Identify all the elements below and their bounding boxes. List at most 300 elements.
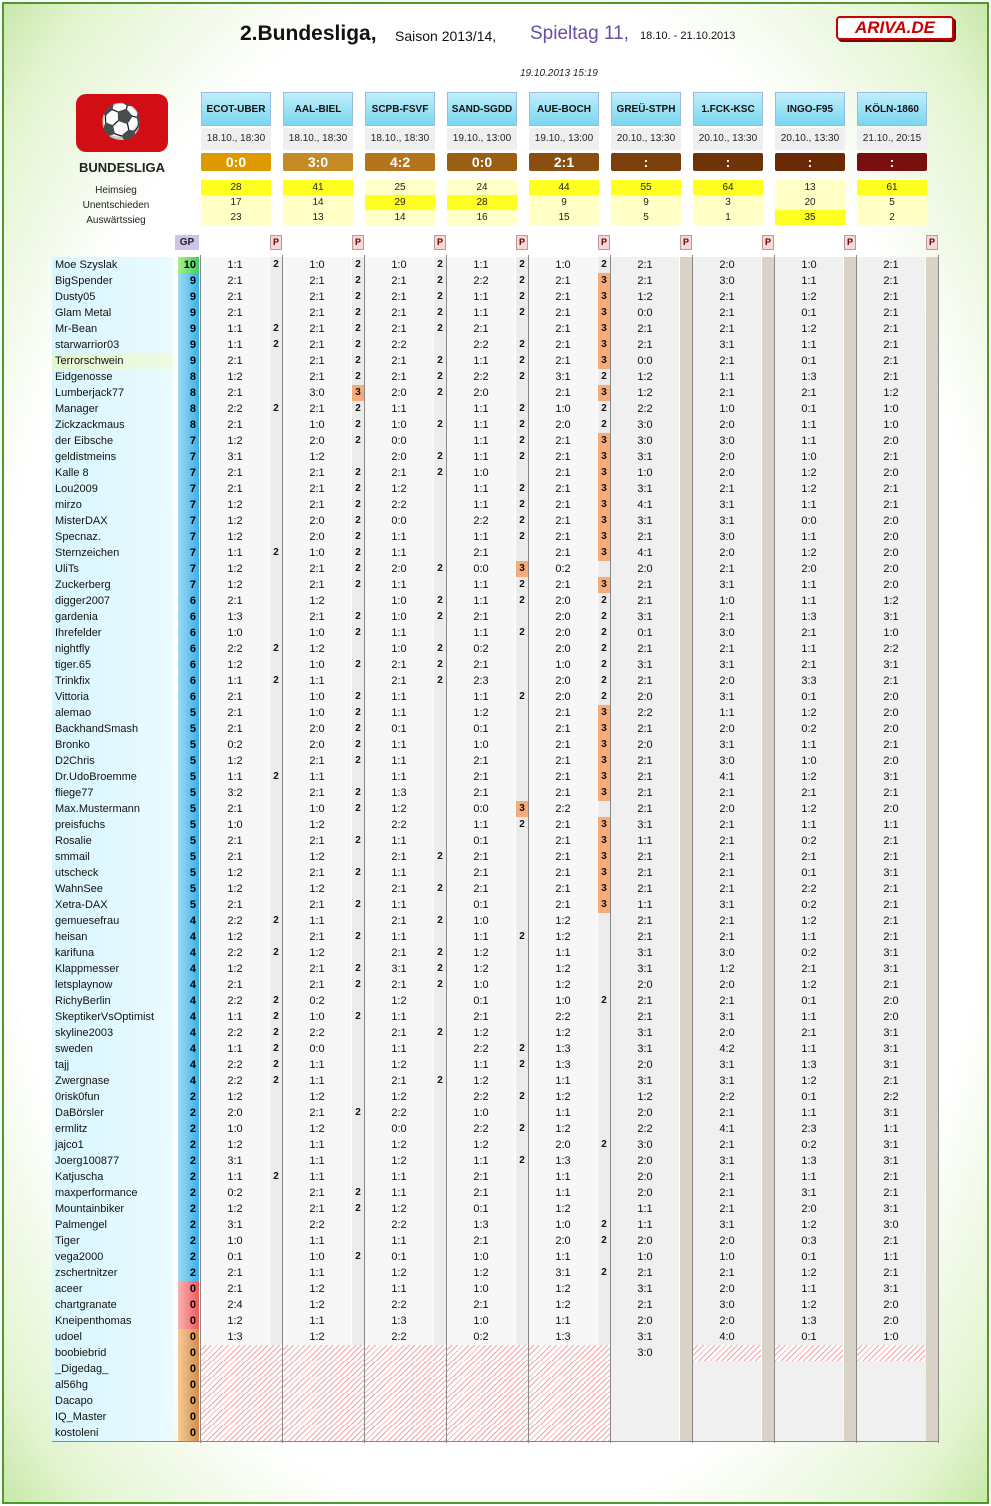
- table-row[interactable]: [52, 577, 940, 593]
- player-name[interactable]: starwarrior03: [52, 337, 173, 353]
- match-name[interactable]: AUE-BOCH: [529, 92, 599, 126]
- tip-cell: 2:1: [775, 785, 843, 801]
- points-cell: [680, 881, 692, 897]
- player-name[interactable]: sweden: [52, 1041, 173, 1057]
- points-cell: [516, 1265, 528, 1281]
- points-cell: [270, 689, 282, 705]
- match-name[interactable]: ECOT-UBER: [201, 92, 271, 126]
- player-name[interactable]: UliTs: [52, 561, 173, 577]
- empty-tip-cell: [529, 1361, 610, 1377]
- tip-cell: 3:0: [693, 273, 761, 289]
- table-row[interactable]: [52, 305, 940, 321]
- player-name[interactable]: smmail: [52, 849, 173, 865]
- empty-tip-cell: [529, 1345, 610, 1361]
- points-cell: 2: [516, 273, 528, 289]
- table-row[interactable]: [52, 1425, 940, 1441]
- points-cell: [762, 577, 774, 593]
- table-row[interactable]: [52, 657, 940, 673]
- player-name[interactable]: Lumberjack77: [52, 385, 173, 401]
- points-cell: [352, 1169, 364, 1185]
- table-row[interactable]: [52, 1057, 940, 1073]
- table-row[interactable]: [52, 881, 940, 897]
- points-cell: [352, 641, 364, 657]
- match-stat-heim: 41: [283, 180, 353, 195]
- player-name[interactable]: Ihrefelder: [52, 625, 173, 641]
- points-cell: [844, 961, 856, 977]
- table-row[interactable]: [52, 321, 940, 337]
- player-name[interactable]: Glam Metal: [52, 305, 173, 321]
- player-name[interactable]: MisterDAX: [52, 513, 173, 529]
- table-row[interactable]: [52, 449, 940, 465]
- ariva-logo[interactable]: [836, 16, 954, 40]
- player-name[interactable]: BigSpender: [52, 273, 173, 289]
- points-cell: [926, 961, 938, 977]
- match-stat-heim: 61: [857, 180, 927, 195]
- table-row[interactable]: [52, 625, 940, 641]
- player-name[interactable]: Eidgenosse: [52, 369, 173, 385]
- player-name[interactable]: IQ_Master: [52, 1409, 173, 1425]
- table-row[interactable]: [52, 993, 940, 1009]
- tip-cell: 2:1: [857, 1233, 925, 1249]
- player-name[interactable]: Dr.UdoBroemme: [52, 769, 173, 785]
- table-row[interactable]: [52, 561, 940, 577]
- tip-cell: 1:3: [775, 609, 843, 625]
- points-cell: [270, 273, 282, 289]
- tip-cell: 1:2: [283, 849, 351, 865]
- table-row[interactable]: [52, 801, 940, 817]
- tip-cell: 2:1: [529, 289, 597, 305]
- match-name[interactable]: SAND-SGDD: [447, 92, 517, 126]
- points-cell: [270, 593, 282, 609]
- points-cell: [516, 1073, 528, 1089]
- points-cell: [434, 737, 446, 753]
- table-row[interactable]: [52, 337, 940, 353]
- tip-cell: 0:1: [775, 1329, 843, 1345]
- table-row[interactable]: [52, 593, 940, 609]
- tip-cell: 2:0: [365, 385, 433, 401]
- player-name[interactable]: karifuna: [52, 945, 173, 961]
- table-row[interactable]: [52, 817, 940, 833]
- points-cell: [926, 273, 938, 289]
- match-result: 4:2: [365, 153, 435, 171]
- points-cell: [516, 785, 528, 801]
- table-row[interactable]: [52, 1233, 940, 1249]
- points-cell: [680, 529, 692, 545]
- player-name[interactable]: letsplaynow: [52, 977, 173, 993]
- tip-cell: 1:0: [365, 609, 433, 625]
- points-cell: 2: [516, 449, 528, 465]
- table-row[interactable]: [52, 689, 940, 705]
- tip-cell: 3:1: [857, 865, 925, 881]
- player-name[interactable]: Dacapo: [52, 1393, 173, 1409]
- points-cell: [516, 1217, 528, 1233]
- table-row[interactable]: [52, 1249, 940, 1265]
- points-cell: [434, 401, 446, 417]
- player-name[interactable]: tiger.65: [52, 657, 173, 673]
- tip-cell: 2:1: [283, 1105, 351, 1121]
- player-name[interactable]: Trinkfix: [52, 673, 173, 689]
- tip-cell: 2:1: [529, 433, 597, 449]
- match-name[interactable]: INGO-F95: [775, 92, 845, 126]
- player-name[interactable]: Kalle 8: [52, 465, 173, 481]
- player-name[interactable]: Zwergnase: [52, 1073, 173, 1089]
- table-row[interactable]: [52, 1393, 940, 1409]
- tip-cell: 2:1: [447, 609, 515, 625]
- tip-cell: 2:1: [857, 929, 925, 945]
- player-name[interactable]: skyline2003: [52, 1025, 173, 1041]
- player-name[interactable]: nightfly: [52, 641, 173, 657]
- table-row[interactable]: [52, 673, 940, 689]
- table-row[interactable]: [52, 1025, 940, 1041]
- tip-cell: 1:2: [529, 1121, 597, 1137]
- tip-cell: 3:1: [693, 897, 761, 913]
- player-name[interactable]: zschertnitzer: [52, 1265, 173, 1281]
- tip-cell: 2:1: [529, 481, 597, 497]
- points-cell: [434, 1121, 446, 1137]
- player-name[interactable]: 0risk0fun: [52, 1089, 173, 1105]
- table-row[interactable]: [52, 1313, 940, 1329]
- player-name[interactable]: RichyBerlin: [52, 993, 173, 1009]
- tip-cell: 2:1: [529, 513, 597, 529]
- tip-cell: 1:0: [693, 401, 761, 417]
- table-row[interactable]: [52, 849, 940, 865]
- tip-cell: 2:1: [611, 673, 679, 689]
- match-name[interactable]: SCPB-FSVF: [365, 92, 435, 126]
- points-cell: [434, 1041, 446, 1057]
- table-row[interactable]: [52, 1329, 940, 1345]
- table-row[interactable]: [52, 1073, 940, 1089]
- player-name[interactable]: Bronko: [52, 737, 173, 753]
- tip-cell: 2:1: [201, 721, 269, 737]
- table-row[interactable]: [52, 1281, 940, 1297]
- table-row[interactable]: [52, 897, 940, 913]
- points-cell: [434, 529, 446, 545]
- table-row[interactable]: [52, 529, 940, 545]
- table-row[interactable]: [52, 1409, 940, 1425]
- points-cell: [926, 769, 938, 785]
- player-name[interactable]: vega2000: [52, 1249, 173, 1265]
- player-name[interactable]: preisfuchs: [52, 817, 173, 833]
- points-cell: [926, 1121, 938, 1137]
- points-cell: 3: [598, 321, 610, 337]
- table-row[interactable]: [52, 1041, 940, 1057]
- tip-cell: 1:1: [447, 433, 515, 449]
- tip-cell: 1:1: [283, 1153, 351, 1169]
- table-row[interactable]: [52, 1009, 940, 1025]
- tip-cell: 2:1: [775, 849, 843, 865]
- points-cell: 2: [352, 961, 364, 977]
- player-name[interactable]: digger2007: [52, 593, 173, 609]
- points-cell: [516, 849, 528, 865]
- points-cell: [844, 289, 856, 305]
- table-row[interactable]: [52, 257, 940, 273]
- table-row[interactable]: [52, 641, 940, 657]
- tip-cell: 2:1: [283, 977, 351, 993]
- table-row[interactable]: [52, 1297, 940, 1313]
- points-cell: [926, 657, 938, 673]
- table-row[interactable]: [52, 1345, 940, 1361]
- points-cell: 2: [598, 369, 610, 385]
- table-row[interactable]: [52, 913, 940, 929]
- tip-cell: 1:0: [447, 1105, 515, 1121]
- player-name[interactable]: geldistmeins: [52, 449, 173, 465]
- points-header: P: [270, 235, 282, 250]
- tip-cell: 1:0: [693, 1249, 761, 1265]
- player-name[interactable]: D2Chris: [52, 753, 173, 769]
- player-name[interactable]: mirzo: [52, 497, 173, 513]
- player-name[interactable]: SkeptikerVsOptimist: [52, 1009, 173, 1025]
- points-header: P: [762, 235, 774, 250]
- player-name[interactable]: tajj: [52, 1057, 173, 1073]
- player-name[interactable]: gemuesefrau: [52, 913, 173, 929]
- match-name[interactable]: GREÜ-STPH: [611, 92, 681, 126]
- tip-cell: 3:0: [611, 433, 679, 449]
- points-cell: [434, 577, 446, 593]
- player-name[interactable]: _Digedag_: [52, 1361, 173, 1377]
- tip-cell: 2:0: [857, 561, 925, 577]
- points-cell: [516, 1281, 528, 1297]
- tip-cell: 2:1: [693, 353, 761, 369]
- player-name[interactable]: Xetra-DAX: [52, 897, 173, 913]
- points-cell: [762, 1025, 774, 1041]
- table-row[interactable]: [52, 833, 940, 849]
- points-cell: 3: [598, 465, 610, 481]
- points-cell: 2: [270, 545, 282, 561]
- tip-cell: 1:0: [365, 417, 433, 433]
- player-name[interactable]: Zickzackmaus: [52, 417, 173, 433]
- table-row[interactable]: [52, 385, 940, 401]
- tip-cell: 2:1: [447, 865, 515, 881]
- tip-cell: 2:1: [611, 801, 679, 817]
- points-cell: [680, 1425, 692, 1441]
- points-cell: [270, 385, 282, 401]
- empty-tip-cell: [529, 1425, 610, 1441]
- player-name[interactable]: alemao: [52, 705, 173, 721]
- table-row[interactable]: [52, 1265, 940, 1281]
- tip-cell: 1:0: [365, 593, 433, 609]
- points-cell: 3: [598, 289, 610, 305]
- player-name[interactable]: udoel: [52, 1329, 173, 1345]
- points-cell: [762, 945, 774, 961]
- player-name[interactable]: Tiger: [52, 1233, 173, 1249]
- tip-cell: 2:1: [447, 753, 515, 769]
- player-gp: 2: [178, 1105, 199, 1121]
- player-name[interactable]: Specnaz.: [52, 529, 173, 545]
- points-cell: [680, 769, 692, 785]
- tip-cell: 2:2: [857, 641, 925, 657]
- table-row[interactable]: [52, 513, 940, 529]
- table-row[interactable]: [52, 545, 940, 561]
- points-cell: [844, 865, 856, 881]
- tip-cell: 1:1: [201, 1169, 269, 1185]
- table-row[interactable]: [52, 1121, 940, 1137]
- tip-cell: 2:2: [201, 993, 269, 1009]
- stat-label-heimsieg: Heimsieg: [95, 185, 137, 196]
- player-name[interactable]: Klappmesser: [52, 961, 173, 977]
- tip-cell: 2:1: [857, 977, 925, 993]
- empty-tip-cell: [447, 1345, 528, 1361]
- player-name[interactable]: jajco1: [52, 1137, 173, 1153]
- points-cell: 2: [352, 337, 364, 353]
- table-row[interactable]: [52, 1185, 940, 1201]
- table-row[interactable]: [52, 433, 940, 449]
- points-cell: 2: [434, 913, 446, 929]
- tip-cell: 2:1: [693, 929, 761, 945]
- tip-cell: 3:1: [857, 1137, 925, 1153]
- tip-cell: 2:1: [775, 385, 843, 401]
- points-cell: [844, 689, 856, 705]
- table-row[interactable]: [52, 1217, 940, 1233]
- player-name[interactable]: chartgranate: [52, 1297, 173, 1313]
- player-name[interactable]: Vittoria: [52, 689, 173, 705]
- tip-cell: 1:0: [201, 1233, 269, 1249]
- table-row[interactable]: [52, 401, 940, 417]
- table-row[interactable]: [52, 785, 940, 801]
- tip-cell: 1:3: [201, 609, 269, 625]
- player-name[interactable]: Rosalie: [52, 833, 173, 849]
- table-row[interactable]: [52, 417, 940, 433]
- points-cell: [844, 1361, 856, 1377]
- tip-cell: 2:2: [447, 369, 515, 385]
- tip-cell: 2:1: [857, 833, 925, 849]
- points-cell: [926, 849, 938, 865]
- table-row[interactable]: [52, 353, 940, 369]
- points-cell: [352, 1329, 364, 1345]
- player-name[interactable]: kostoleni: [52, 1425, 173, 1441]
- table-row[interactable]: [52, 929, 940, 945]
- tip-cell: 3:1: [611, 513, 679, 529]
- player-name[interactable]: Terrorschwein: [52, 353, 173, 369]
- table-row[interactable]: [52, 1169, 940, 1185]
- player-name[interactable]: Manager: [52, 401, 173, 417]
- tip-cell: 2:1: [611, 849, 679, 865]
- table-row[interactable]: [52, 1153, 940, 1169]
- table-row[interactable]: [52, 609, 940, 625]
- tip-cell: 1:1: [775, 593, 843, 609]
- table-row[interactable]: [52, 1361, 940, 1377]
- match-name[interactable]: 1.FCK-KSC: [693, 92, 763, 126]
- table-row[interactable]: [52, 497, 940, 513]
- points-cell: 2: [270, 993, 282, 1009]
- player-name[interactable]: DaBörsler: [52, 1105, 173, 1121]
- points-cell: [762, 465, 774, 481]
- points-cell: [598, 929, 610, 945]
- player-name[interactable]: Lou2009: [52, 481, 173, 497]
- tip-cell: 1:1: [447, 1057, 515, 1073]
- table-row[interactable]: [52, 1377, 940, 1393]
- table-row[interactable]: [52, 273, 940, 289]
- table-row[interactable]: [52, 705, 940, 721]
- points-cell: [844, 1137, 856, 1153]
- match-column-4: [447, 92, 517, 225]
- table-row[interactable]: [52, 465, 940, 481]
- table-row[interactable]: [52, 1089, 940, 1105]
- player-name[interactable]: Sternzeichen: [52, 545, 173, 561]
- points-cell: [844, 353, 856, 369]
- points-cell: [762, 1009, 774, 1025]
- points-cell: [598, 801, 610, 817]
- table-row[interactable]: [52, 721, 940, 737]
- table-row[interactable]: [52, 865, 940, 881]
- player-name[interactable]: fliege77: [52, 785, 173, 801]
- tip-cell: 1:3: [775, 1153, 843, 1169]
- points-cell: [762, 497, 774, 513]
- player-name[interactable]: heisan: [52, 929, 173, 945]
- player-name[interactable]: maxperformance: [52, 1185, 173, 1201]
- table-row[interactable]: [52, 945, 940, 961]
- table-row[interactable]: [52, 961, 940, 977]
- tip-cell: 2:1: [529, 337, 597, 353]
- table-row[interactable]: [52, 769, 940, 785]
- match-name[interactable]: AAL-BIEL: [283, 92, 353, 126]
- table-row[interactable]: [52, 1105, 940, 1121]
- points-cell: [844, 1425, 856, 1441]
- points-cell: [926, 353, 938, 369]
- points-cell: [926, 1025, 938, 1041]
- tip-cell: 3:0: [611, 1137, 679, 1153]
- player-name[interactable]: Joerg100877: [52, 1153, 173, 1169]
- player-name[interactable]: utscheck: [52, 865, 173, 881]
- tip-cell: 1:1: [775, 1105, 843, 1121]
- empty-tip-cell: [201, 1409, 282, 1425]
- table-row[interactable]: [52, 481, 940, 497]
- table-row[interactable]: [52, 1137, 940, 1153]
- table-row[interactable]: [52, 1201, 940, 1217]
- player-name[interactable]: Dusty05: [52, 289, 173, 305]
- points-cell: 3: [598, 865, 610, 881]
- tip-cell: 2:1: [611, 993, 679, 1009]
- player-name[interactable]: Zuckerberg: [52, 577, 173, 593]
- points-cell: 2: [352, 481, 364, 497]
- player-name[interactable]: WahnSee: [52, 881, 173, 897]
- table-row[interactable]: [52, 369, 940, 385]
- table-row[interactable]: [52, 289, 940, 305]
- player-name[interactable]: Mr-Bean: [52, 321, 173, 337]
- player-name[interactable]: al56hg: [52, 1377, 173, 1393]
- tip-cell: 3:1: [693, 1073, 761, 1089]
- player-name[interactable]: boobiebrid: [52, 1345, 173, 1361]
- player-name[interactable]: gardenia: [52, 609, 173, 625]
- points-cell: [844, 881, 856, 897]
- player-name[interactable]: Katjuscha: [52, 1169, 173, 1185]
- table-row[interactable]: [52, 737, 940, 753]
- player-name[interactable]: Palmengel: [52, 1217, 173, 1233]
- player-name[interactable]: Kneipenthomas: [52, 1313, 173, 1329]
- tip-cell: 1:2: [365, 1137, 433, 1153]
- points-cell: [926, 1361, 938, 1377]
- tip-cell: 3:0: [693, 945, 761, 961]
- tip-cell: 1:1: [775, 929, 843, 945]
- tip-cell: [693, 1425, 761, 1441]
- match-stat-ausw: 5: [611, 210, 681, 225]
- points-cell: [926, 833, 938, 849]
- points-cell: [762, 641, 774, 657]
- player-name[interactable]: ermlitz: [52, 1121, 173, 1137]
- player-name[interactable]: der Eibsche: [52, 433, 173, 449]
- player-name[interactable]: BackhandSmash: [52, 721, 173, 737]
- match-name[interactable]: KÖLN-1860: [857, 92, 927, 126]
- player-name[interactable]: Max.Mustermann: [52, 801, 173, 817]
- player-name[interactable]: aceer: [52, 1281, 173, 1297]
- points-cell: [844, 609, 856, 625]
- table-row[interactable]: [52, 977, 940, 993]
- points-cell: [926, 1137, 938, 1153]
- player-name[interactable]: Mountainbiker: [52, 1201, 173, 1217]
- table-row[interactable]: [52, 753, 940, 769]
- player-name[interactable]: Moe Szyslak: [52, 257, 173, 273]
- tip-cell: 1:2: [201, 369, 269, 385]
- tip-cell: [693, 1409, 761, 1425]
